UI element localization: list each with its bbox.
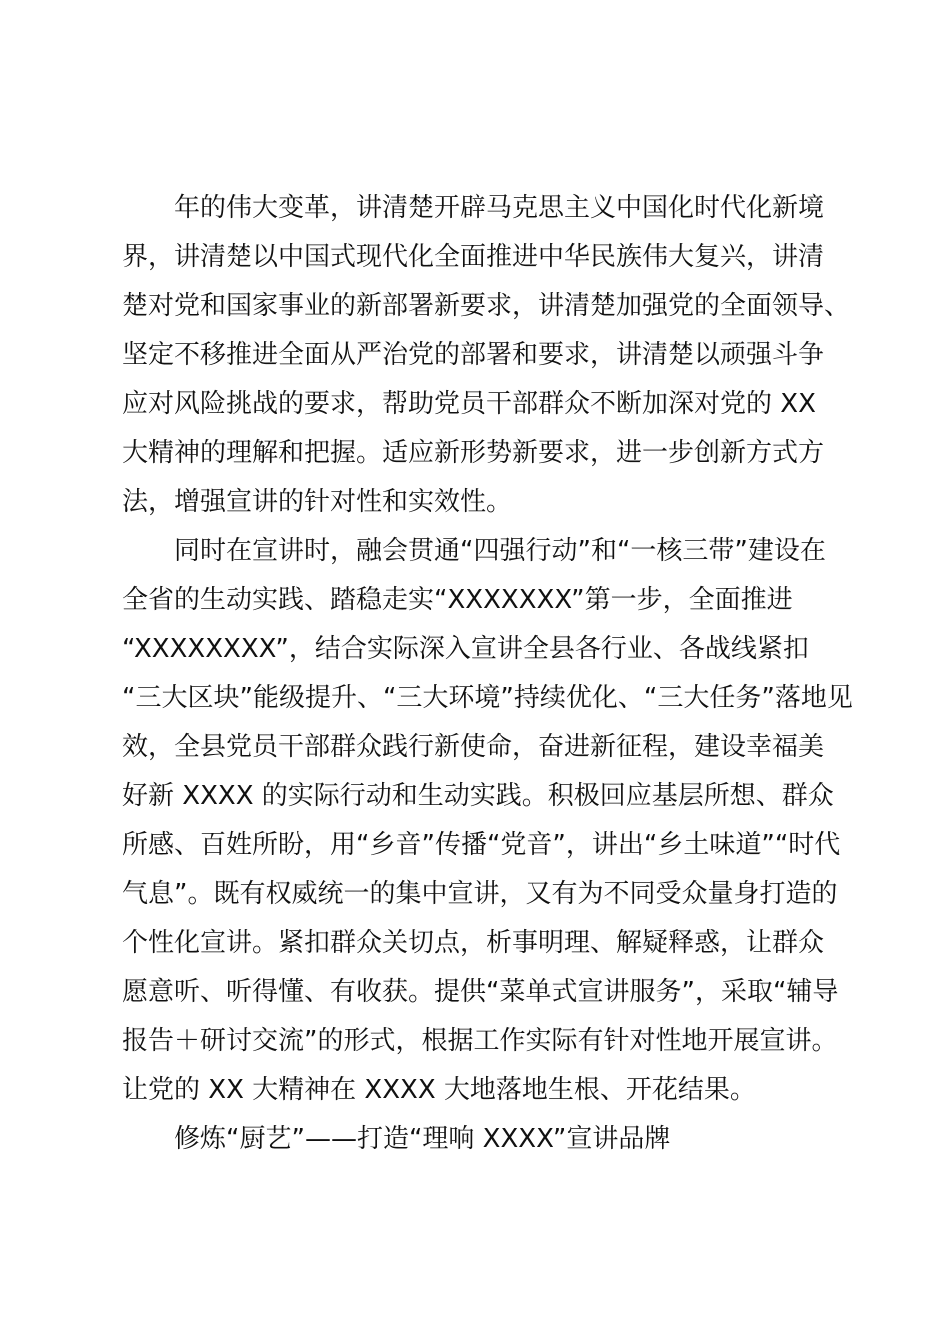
paragraph-2-line-7: 所感、百姓所盼，用“乡音”传播“党音”，讲出“乡土味道”“时代 <box>122 830 841 860</box>
paragraph-1-line-4: 坚定不移推进全面从严治党的部署和要求，讲清楚以顽强斗争 <box>122 340 825 370</box>
paragraph-2-line-4: “三大区块”能级提升、“三大环境”持续优化、“三大任务”落地见 <box>122 683 853 713</box>
document-body <box>122 184 853 1164</box>
paragraph-2-line-5: 效，全县党员干部群众践行新使命，奋进新征程，建设幸福美 <box>122 732 825 762</box>
paragraph-2-line-2: 全省的生动实践、踏稳走实“XXXXXXX”第一步，全面推进 <box>122 585 793 615</box>
paragraph-2-line-8: 气息”。既有权威统一的集中宣讲，又有为不同受众量身打造的 <box>122 879 838 909</box>
paragraph-1-line-1: 年的伟大变革，讲清楚开辟马克思主义中国化时代化新境 <box>174 193 825 223</box>
paragraph-1-line-6: 大精神的理解和把握。适应新形势新要求，进一步创新方式方 <box>122 438 825 468</box>
paragraph-1-line-5: 应对风险挑战的要求，帮助党员干部群众不断加深对党的 XX <box>122 389 816 419</box>
paragraph-1-line-7: 法，增强宣讲的针对性和实效性。 <box>122 487 513 517</box>
paragraph-1-line-3: 楚对党和国家事业的新部署新要求，讲清楚加强党的全面领导、 <box>122 291 851 321</box>
section-heading-line: 修炼“厨艺”——打造“理响 XXXX”宣讲品牌 <box>174 1124 671 1154</box>
paragraph-1-line-2: 界，讲清楚以中国式现代化全面推进中华民族伟大复兴，讲清 <box>122 242 825 272</box>
paragraph-2-line-10: 愿意听、听得懂、有收获。提供“菜单式宣讲服务”，采取“辅导 <box>122 977 839 1007</box>
paragraph-2-line-3: “XXXXXXXX”，结合实际深入宣讲全县各行业、各战线紧扣 <box>122 634 809 664</box>
paragraph-2-line-11: 报告＋研讨交流”的形式，根据工作实际有针对性地开展宣讲。 <box>122 1026 838 1056</box>
paragraph-2-line-6: 好新 XXXX 的实际行动和生动实践。积极回应基层所想、群众 <box>122 781 834 811</box>
paragraph-2-line-12: 让党的 XX 大精神在 XXXX 大地落地生根、开花结果。 <box>122 1075 756 1105</box>
paragraph-2-line-9: 个性化宣讲。紧扣群众关切点，析事明理、解疑释惑，让群众 <box>122 928 825 958</box>
paragraph-2-line-1: 同时在宣讲时，融会贯通“四强行动”和“一核三带”建设在 <box>174 536 826 566</box>
